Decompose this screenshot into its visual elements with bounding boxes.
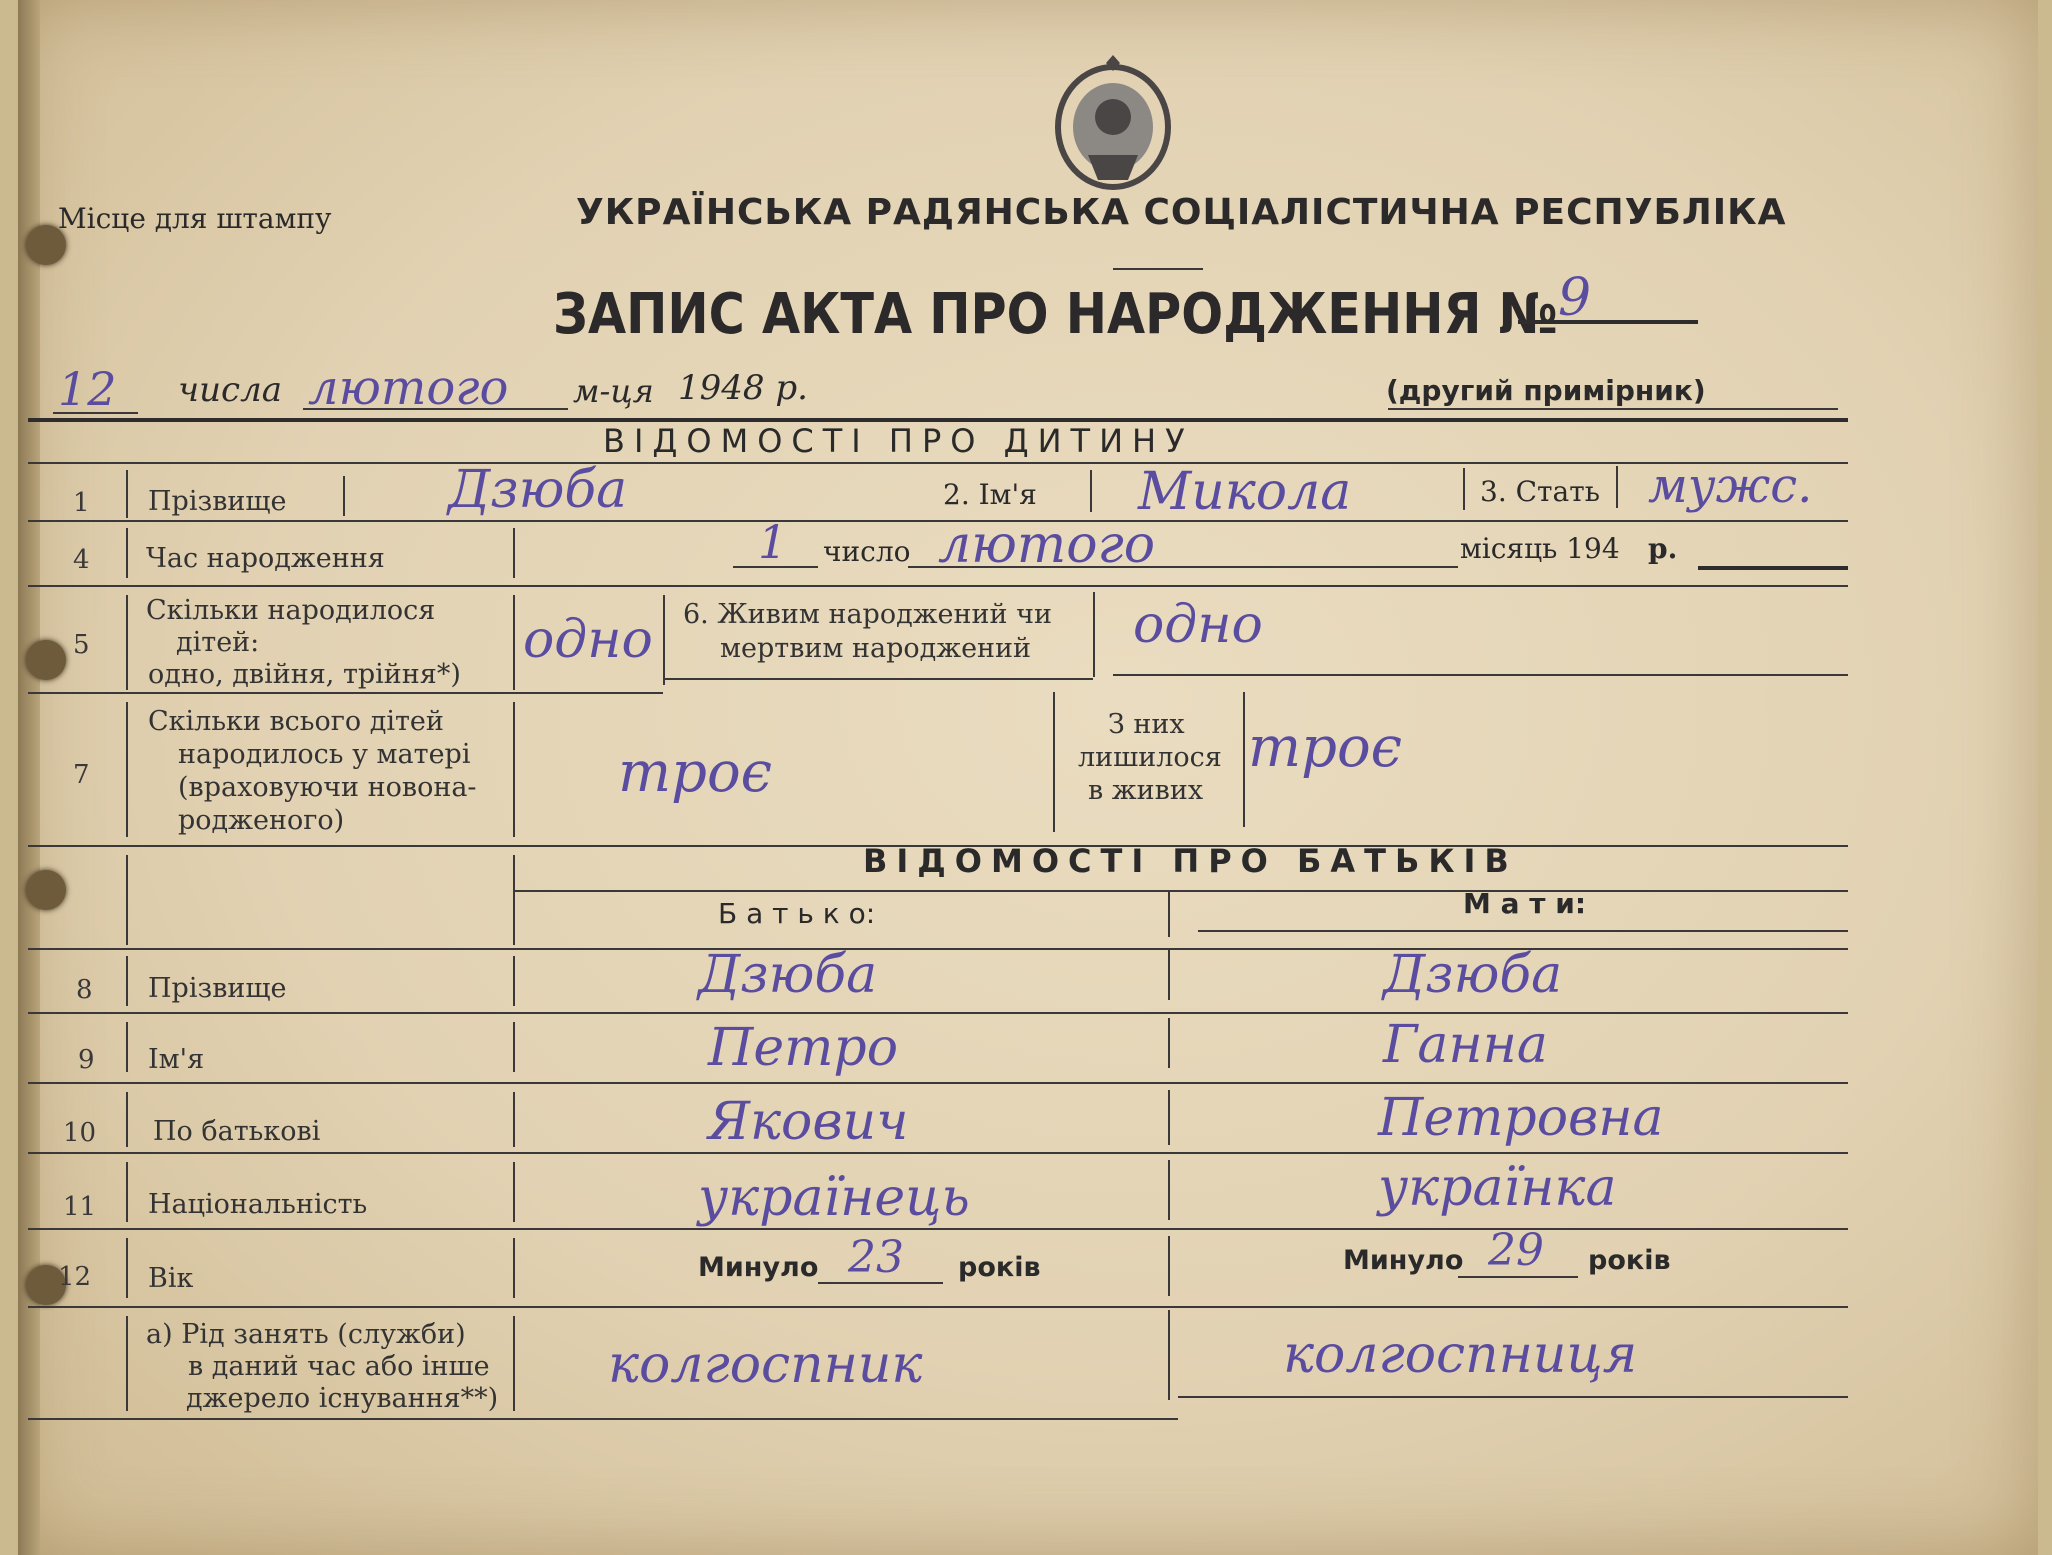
father-header: Б а т ь к о: <box>718 897 876 930</box>
row-line <box>1198 930 1848 932</box>
row-line <box>28 1082 1848 1084</box>
stamp-place-label: Місце для штампу <box>58 202 332 235</box>
record-number: 9 <box>1558 268 1592 328</box>
mother-surname: Дзюба <box>1383 945 1563 1005</box>
column-line <box>1168 1090 1170 1145</box>
column-line <box>1616 466 1618 508</box>
date-month: лютого <box>308 360 509 416</box>
birth-day-line <box>733 566 818 568</box>
total-label-line3: (враховуючи новона- <box>178 772 477 803</box>
mother-age-prefix: Минуло <box>1343 1245 1464 1276</box>
birth-day-value: 1 <box>758 515 788 569</box>
birth-time-label: Час народження <box>146 543 385 574</box>
row-line <box>28 1012 1848 1014</box>
date-month-label: м-ця <box>573 372 654 410</box>
parent-surname-label: Прізвище <box>148 973 287 1004</box>
total-label-line2: народилось у матері <box>178 739 471 770</box>
row-line <box>28 692 663 694</box>
column-line <box>513 528 515 578</box>
column-line <box>513 1316 515 1411</box>
date-year: 1948 р. <box>678 368 808 408</box>
coat-of-arms-emblem <box>1048 55 1178 195</box>
parent-patronymic-label: По батькові <box>153 1116 321 1147</box>
birth-day-label: число <box>823 535 911 568</box>
row-line <box>28 948 1848 950</box>
occupation-label-line2: в даний час або інше <box>188 1351 490 1382</box>
document-page <box>18 0 2038 1555</box>
row-line <box>28 1418 1178 1420</box>
father-name: Петро <box>708 1018 899 1078</box>
column-line <box>126 1316 128 1411</box>
mother-age-value: 29 <box>1488 1225 1544 1276</box>
mother-name: Ганна <box>1383 1015 1548 1075</box>
child-name-value: Микола <box>1138 462 1352 522</box>
father-age-prefix: Минуло <box>698 1252 819 1283</box>
row-number: 4 <box>73 545 90 575</box>
column-line <box>1093 592 1095 677</box>
total-label-line1: Скільки всього дітей <box>148 706 444 737</box>
occupation-label-line3: джерело існування**) <box>186 1383 499 1414</box>
column-line <box>126 855 128 945</box>
living-value: троє <box>1248 715 1403 780</box>
column-line <box>126 702 128 837</box>
column-line <box>663 595 665 685</box>
column-line <box>126 1022 128 1072</box>
column-line <box>1243 692 1245 827</box>
child-surname-label: Прізвище <box>148 486 287 517</box>
mother-patronymic: Петровна <box>1378 1088 1664 1148</box>
column-line <box>1168 950 1170 1000</box>
mother-nationality: українка <box>1378 1158 1617 1218</box>
parents-section-title: ВІДОМОСТІ ПРО БАТЬКІВ <box>863 842 1518 880</box>
total-value: троє <box>618 740 773 805</box>
father-age-line <box>818 1282 943 1284</box>
father-nationality: українець <box>698 1168 970 1228</box>
row-line <box>28 585 1848 587</box>
column-line <box>126 1162 128 1222</box>
divider <box>1113 268 1203 270</box>
date-day-line <box>53 412 138 414</box>
punch-hole <box>26 640 66 680</box>
child-name-label: 2. Ім'я <box>943 478 1037 511</box>
republic-title: УКРАЇНСЬКА РАДЯНСЬКА СОЦІАЛІСТИЧНА РЕСПУБЛІКА <box>576 192 1787 233</box>
row-number: 5 <box>73 630 90 660</box>
living-label-line1: З них <box>1108 709 1185 740</box>
child-section-title: ВІДОМОСТІ ПРО ДИТИНУ <box>603 422 1194 460</box>
count-label-line1: Скільки народилося <box>146 595 436 626</box>
column-line <box>126 1238 128 1298</box>
birth-month-line <box>908 566 1458 568</box>
column-line <box>126 1092 128 1147</box>
record-number-line <box>1518 320 1698 324</box>
living-label-line3: в живих <box>1088 775 1204 806</box>
column-line <box>513 1022 515 1072</box>
father-age-value: 23 <box>848 1232 904 1283</box>
occupation-label-line1: а) Рід занять (служби) <box>146 1319 466 1350</box>
child-sex-value: мужс. <box>1648 458 1813 514</box>
row-number: 11 <box>63 1192 97 1222</box>
column-line <box>1168 1236 1170 1296</box>
mother-occupation: колгоспниця <box>1283 1325 1638 1385</box>
row-line <box>28 1306 1848 1308</box>
column-line <box>1168 892 1170 937</box>
column-line <box>513 702 515 837</box>
age-label: Вік <box>148 1263 194 1294</box>
column-line <box>1168 1018 1170 1068</box>
father-occupation: колгоспник <box>608 1335 923 1395</box>
birth-month-value: лютого <box>938 515 1156 575</box>
father-age-suffix: років <box>958 1252 1041 1283</box>
column-line <box>1053 692 1055 832</box>
row-number: 1 <box>73 488 90 518</box>
row-line <box>663 678 1093 680</box>
parent-name-label: Ім'я <box>148 1044 205 1075</box>
column-line <box>513 1238 515 1298</box>
mother-age-line <box>1458 1276 1578 1278</box>
row-line <box>1178 1396 1848 1398</box>
row-line <box>28 462 1848 464</box>
row-number: 8 <box>76 975 93 1005</box>
column-line <box>513 855 515 945</box>
date-day-label: числа <box>178 370 283 410</box>
document-title: ЗАПИС АКТА ПРО НАРОДЖЕННЯ № <box>553 282 1558 347</box>
column-line <box>513 1092 515 1147</box>
parent-nationality-label: Національність <box>148 1189 368 1220</box>
column-line <box>1463 468 1465 510</box>
column-line <box>1168 1310 1170 1400</box>
column-line <box>513 595 515 690</box>
row-line <box>513 890 1848 892</box>
show-through-bleed <box>108 110 119 156</box>
row-number: 7 <box>73 760 90 790</box>
mother-header: М а т и: <box>1463 887 1587 920</box>
father-surname: Дзюба <box>698 945 878 1005</box>
row-line <box>28 1228 1848 1230</box>
row-number: 12 <box>58 1262 92 1292</box>
child-surname-value: Дзюба <box>448 460 628 520</box>
mother-age-suffix: років <box>1588 1245 1671 1276</box>
column-line <box>126 528 128 578</box>
birth-month-label: місяць 194 <box>1460 532 1620 565</box>
alive-label-line1: 6. Живим народжений чи <box>683 599 1052 630</box>
column-line <box>126 595 128 690</box>
date-month-line <box>303 408 568 410</box>
father-patronymic: Якович <box>708 1092 909 1152</box>
column-line <box>343 476 345 516</box>
row-number: 10 <box>63 1118 97 1148</box>
total-label-line4: родженого) <box>178 805 345 836</box>
date-day: 12 <box>58 362 117 416</box>
copy-label: (другий примірник) <box>1386 374 1706 407</box>
count-value: одно <box>523 610 653 670</box>
column-line <box>1090 470 1092 512</box>
count-label-line3: одно, двійня, трійня*) <box>148 659 461 690</box>
copy-line <box>1388 408 1838 410</box>
row-line <box>28 1152 1848 1154</box>
birth-year-line <box>1698 566 1848 570</box>
row-line <box>1113 674 1848 676</box>
birth-year-label: р. <box>1648 532 1678 565</box>
count-label-line2: дітей: <box>176 627 260 658</box>
punch-hole <box>26 870 66 910</box>
child-sex-label: 3. Стать <box>1480 475 1600 508</box>
column-line <box>1168 1160 1170 1220</box>
column-line <box>126 470 128 518</box>
living-label-line2: лишилося <box>1078 742 1222 773</box>
alive-value: одно <box>1133 595 1263 655</box>
column-line <box>126 956 128 1006</box>
alive-label-line2: мертвим народжений <box>720 633 1032 664</box>
column-line <box>513 956 515 1006</box>
row-number: 9 <box>78 1045 95 1075</box>
column-line <box>513 1162 515 1222</box>
